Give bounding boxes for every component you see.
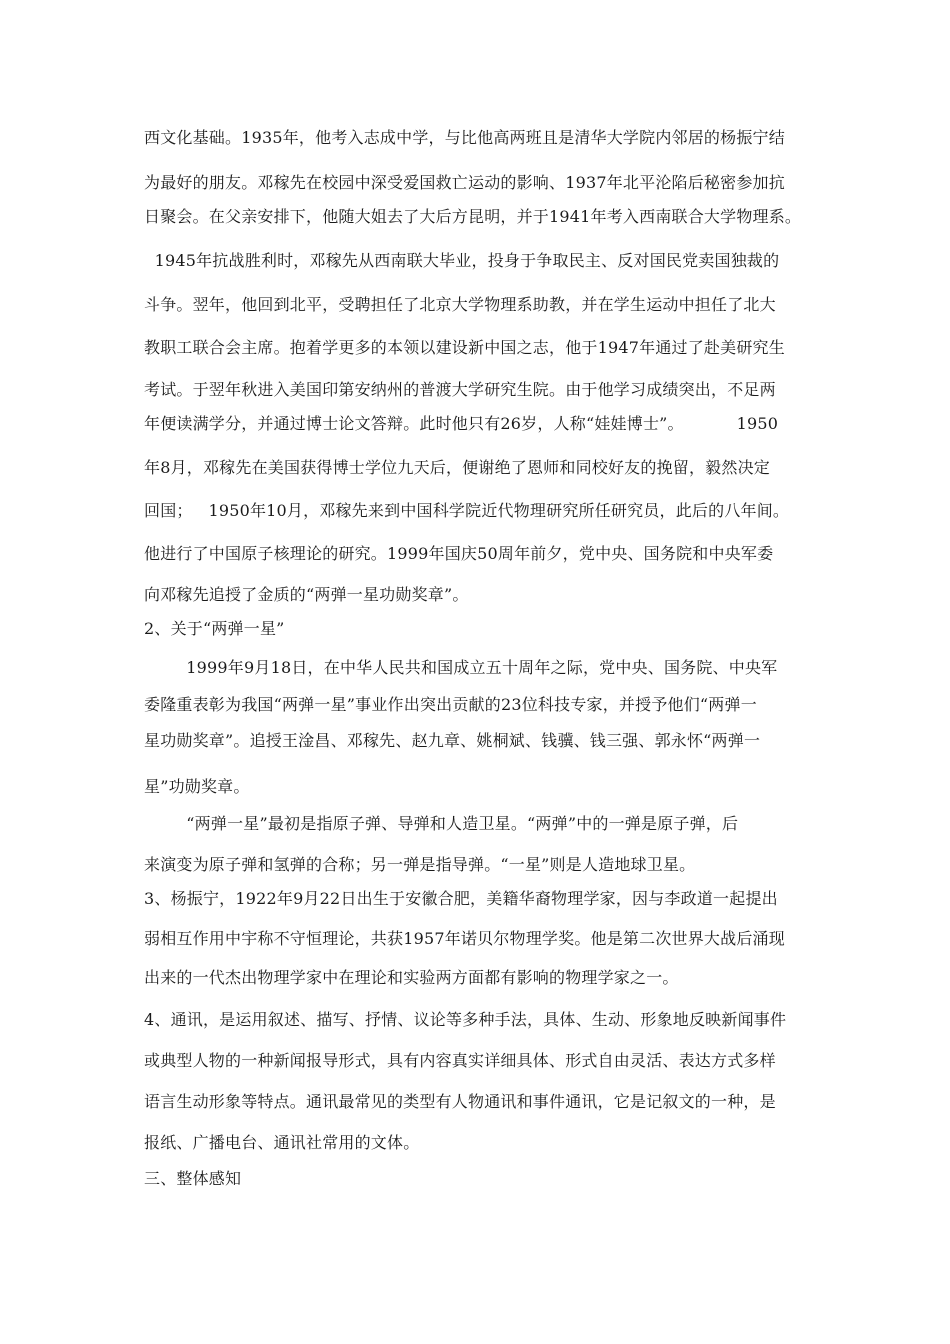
text-line: 他进行了中国原子核理论的研究。1999年国庆50周年前夕，党中央、国务院和中央军委 [144,544,774,563]
text-line: 年便读满学分，并通过博士论文答辩。此时他只有26岁，人称“娃娃博士”。 1950 [144,414,779,433]
text-line: 来演变为原子弹和氢弹的合称；另一弹是指导弹。“一星”则是人造地球卫星。 [144,855,696,874]
text-line: 语言生动形象等特点。通讯最常见的类型有人物通讯和事件通讯，它是记叙文的一种，是 [144,1092,776,1111]
text-line: 向邓稼先追授了金质的“两弹一星功勋奖章”。 [144,585,469,604]
text-line: 教职工联合会主席。抱着学更多的本领以建设新中国之志，他于1947年通过了赴美研究生 [144,338,785,357]
text-line: 斗争。翌年，他回到北平，受聘担任了北京大学物理系助教，并在学生运动中担任了北大 [144,295,776,314]
text-line: 弱相互作用中宇称不守恒理论，共获1957年诺贝尔物理学奖。他是第二次世界大战后涌现 [144,929,785,948]
section-heading: 三、整体感知 [144,1169,242,1188]
text-line: 星”功勋奖章。 [144,777,250,796]
text-line: 或典型人物的一种新闻报导形式，具有内容真实详细具体、形式自由灵活、表达方式多样 [144,1051,776,1070]
text-line: 出来的一代杰出物理学家中在理论和实验两方面都有影响的物理学家之一。 [144,968,679,987]
text-line: 为最好的朋友。邓稼先在校园中深受爱国救亡运动的影响、1937年北平沦陷后秘密参加抗 [144,173,785,192]
text-line: 1945年抗战胜利时，邓稼先从西南联大毕业，投身于争取民主、反对国民党卖国独裁的 [144,251,780,270]
text-line: 回国； 1950年10月，邓稼先来到中国科学院近代物理研究所任研究员，此后的八年间。 [144,501,790,520]
text-line: 3、杨振宁，1922年9月22日出生于安徽合肥，美籍华裔物理学家，因与李政道一起提出 [144,889,778,908]
text-line: 报纸、广播电台、通讯社常用的文体。 [144,1133,420,1152]
text-line: “两弹一星”最初是指原子弹、导弹和人造卫星。“两弹”中的一弹是原子弹，后 [144,814,739,833]
text-line: 委隆重表彰为我国“两弹一星”事业作出突出贡献的23位科技专家，并授予他们“两弹一 [144,695,757,714]
text-line: 考试。于翌年秋进入美国印第安纳州的普渡大学研究生院。由于他学习成绩突出，不足两 [144,380,776,399]
text-line: 星功勋奖章”。追授王淦昌、邓稼先、赵九章、姚桐斌、钱骥、钱三强、郭永怀“两弹一 [144,731,761,750]
section-heading: 2、关于“两弹一星” [144,619,285,638]
text-line: 年8月，邓稼先在美国获得博士学位九天后，便谢绝了恩师和同校好友的挽留，毅然决定 [144,458,770,477]
text-line: 日聚会。在父亲安排下，他随大姐去了大后方昆明，并于1941年考入西南联合大学物理系。 [144,207,802,226]
text-line: 西文化基础。1935年，他考入志成中学，与比他高两班且是清华大学院内邻居的杨振宁结 [144,128,785,147]
text-line: 1999年9月18日，在中华人民共和国成立五十周年之际，党中央、国务院、中央军 [144,658,778,677]
text-line: 4、通讯，是运用叙述、描写、抒情、议论等多种手法，具体、生动、形象地反映新闻事件 [144,1010,787,1029]
